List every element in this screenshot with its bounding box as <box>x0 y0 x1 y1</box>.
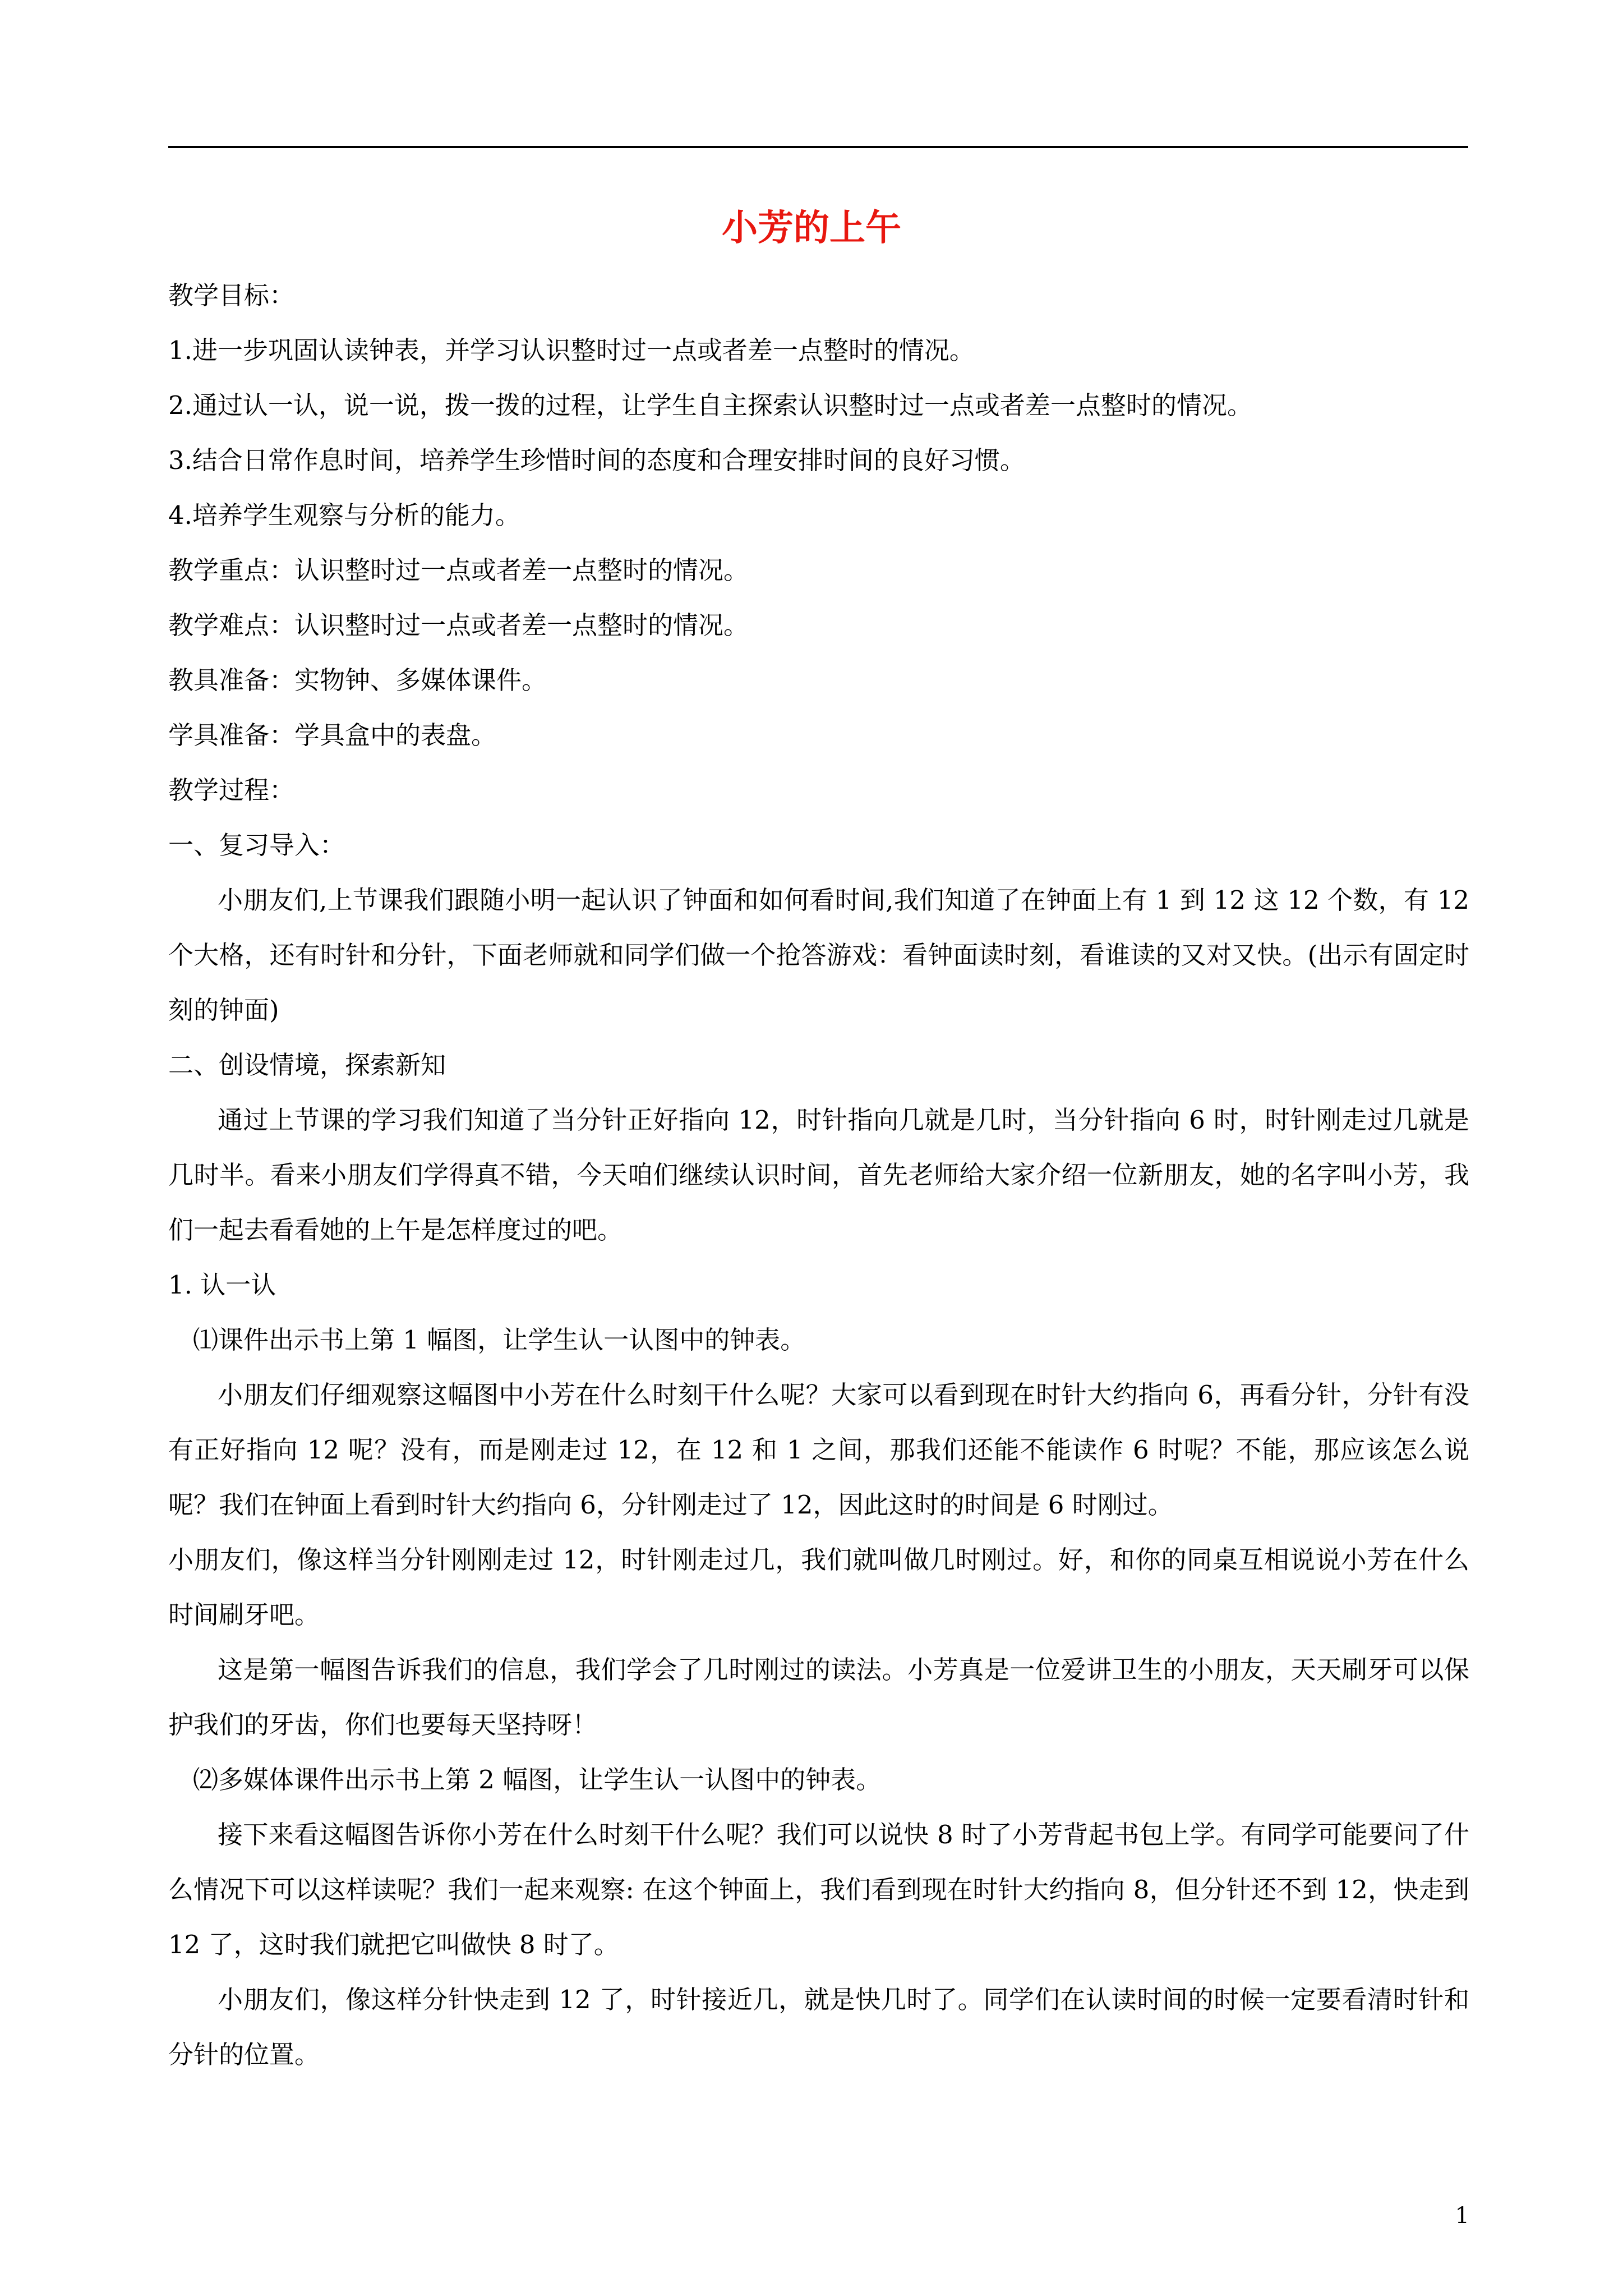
step-1-paragraph-1: 小朋友们仔细观察这幅图中小芳在什么时刻干什么呢？大家可以看到现在时针大约指向 6，再看分针，分针有没有正好指向 12 呢？没有，而是刚走过 12，在 12 和 1 之间，那我们还能不能读作 6 时呢？不能，那应该怎么说呢？我们在钟面上看到时针大约指向 6，分针刚走过了 12，因此这时的时间是 6 时刚过。 <box>168 1380 1469 1520</box>
section-2-paragraph: 通过上节课的学习我们知道了当分针正好指向 12，时针指向几就是几时，当分针指向 6 时，时针刚走过几就是几时半。看来小朋友们学得真不错，今天咱们继续认识时间，首先老师给大家介绍一位新朋友，她的名字叫小芳，我们一起去看看她的上午是怎样度过的吧。 <box>168 1105 1469 1245</box>
goal-2: 2.通过认一认，说一说，拨一拨的过程，让学生自主探索认识整时过一点或者差一点整时的情况。 <box>168 390 1252 420</box>
page-title: 小芳的上午 <box>722 208 901 249</box>
heading-teaching-process: 教学过程： <box>168 775 295 805</box>
goal-3: 3.结合日常作息时间，培养学生珍惜时间的态度和合理安排时间的良好习惯。 <box>168 445 1025 475</box>
heading-teaching-goals: 教学目标： <box>168 280 295 310</box>
step-1-item-2: ⑵多媒体课件出示书上第 2 幅图，让学生认一认图中的钟表。 <box>193 1765 882 1795</box>
step-1-paragraph-4: 接下来看这幅图告诉你小芳在什么时刻干什么呢？我们可以说快 8 时了小芳背起书包上学。有同学可能要问了什么情况下可以这样读呢？我们一起来观察: 在这个钟面上，我们看到现在时针大约指向 8，但分针还不到 12，快走到 12 了，这时我们就把它叫做快 8 时了。 <box>168 1820 1469 1959</box>
section-1-paragraph: 小朋友们,上节课我们跟随小明一起认识了钟面和如何看时间,我们知道了在钟面上有 1 到 12 这 12 个数，有 12 个大格，还有时针和分针，下面老师就和同学们做一个抢答游戏：看钟面读时刻，看谁读的又对又快。(出示有固定时刻的钟面) <box>168 885 1469 1025</box>
goal-4: 4.培养学生观察与分析的能力。 <box>168 500 520 530</box>
step-1-item-1: ⑴课件出示书上第 1 幅图，让学生认一认图中的钟表。 <box>193 1325 806 1355</box>
section-1-heading: 一、复习导入： <box>168 830 345 860</box>
key-point: 教学重点：认识整时过一点或者差一点整时的情况。 <box>168 555 749 585</box>
section-2-heading: 二、创设情境，探索新知 <box>168 1050 446 1080</box>
step-1-heading: 1. 认一认 <box>168 1270 276 1300</box>
difficult-point: 教学难点：认识整时过一点或者差一点整时的情况。 <box>168 610 749 640</box>
step-1-paragraph-5: 小朋友们，像这样分针快走到 12 了，时针接近几，就是快几时了。同学们在认读时间的时候一定要看清时针和分针的位置。 <box>168 1985 1469 2069</box>
teacher-materials: 教具准备：实物钟、多媒体课件。 <box>168 665 547 695</box>
step-1-paragraph-2: 小朋友们，像这样当分针刚刚走过 12，时针刚走过几，我们就叫做几时刚过。好，和你的同桌互相说说小芳在什么时间刷牙吧。 <box>168 1545 1469 1630</box>
step-1-paragraph-3: 这是第一幅图告诉我们的信息，我们学会了几时刚过的读法。小芳真是一位爱讲卫生的小朋友，天天刷牙可以保护我们的牙齿，你们也要每天坚持呀！ <box>168 1655 1469 1740</box>
header-rule <box>168 146 1468 148</box>
page-number: 1 <box>1455 2203 1469 2229</box>
goal-1: 1.进一步巩固认读钟表，并学习认识整时过一点或者差一点整时的情况。 <box>168 335 975 365</box>
document-body <box>168 268 1469 2082</box>
student-materials: 学具准备：学具盒中的表盘。 <box>168 720 497 750</box>
